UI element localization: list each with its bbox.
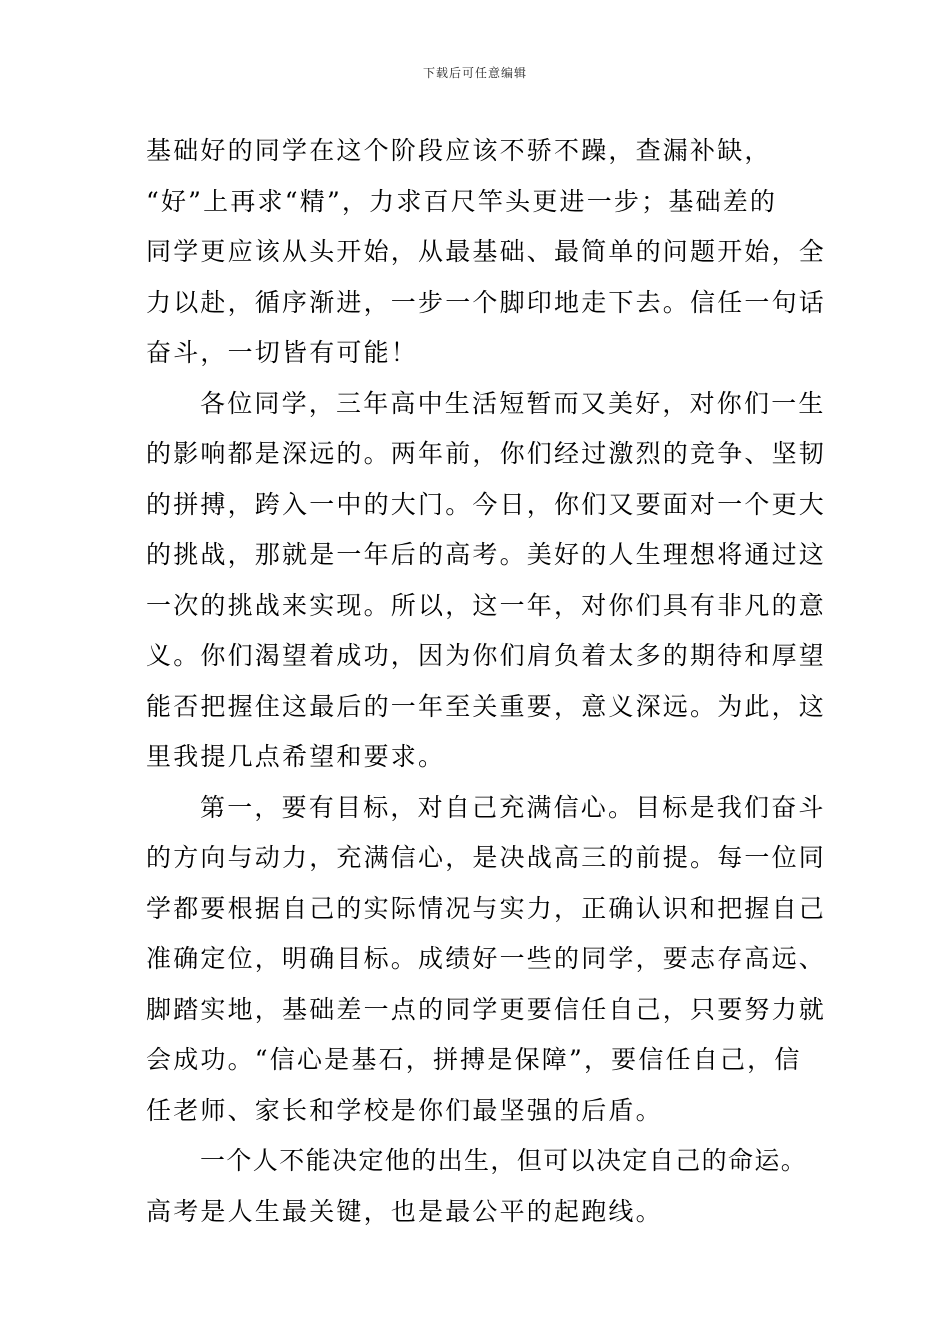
- text-line: 学都要根据自己的实际情况与实力，正确认识和把握自己: [146, 893, 827, 923]
- text-line: “好”上再求“精”，力求百尺竿头更进一步；基础差的: [146, 186, 778, 216]
- text-line: 的挑战，那就是一年后的高考。美好的人生理想将通过这: [146, 540, 827, 569]
- text-line: 任老师、家长和学校是你们最坚强的后盾。: [146, 1095, 663, 1125]
- text-line: 的方向与动力，充满信心，是决战高三的前提。每一位同: [146, 843, 827, 872]
- text-line: 的影响都是深远的。两年前，你们经过激烈的竞争、坚韧: [146, 439, 827, 468]
- text-line: 里我提几点希望和要求。: [146, 742, 446, 771]
- text-line: 高考是人生最关键，也是最公平的起跑线。: [146, 1196, 663, 1226]
- text-line: 力以赴，循序渐进，一步一个脚印地走下去。信任一句话: [146, 287, 827, 317]
- document-body: [146, 126, 827, 1237]
- text-line: 基础好的同学在这个阶段应该不骄不躁，查漏补缺，: [146, 136, 772, 165]
- text-line: 奋斗，一切皆有可能！: [146, 338, 419, 367]
- page-header: 下载后可任意编辑: [422, 66, 527, 80]
- text-line: 同学更应该从头开始，从最基础、最简单的问题开始，全: [146, 237, 827, 266]
- paragraph-first-line: 各位同学，三年高中生活短暂而又美好，对你们一生: [200, 388, 826, 418]
- text-line: 能否把握住这最后的一年至关重要，意义深远。为此，这: [146, 691, 827, 721]
- paragraph-first-line: 第一，要有目标，对自己充满信心。目标是我们奋斗: [200, 792, 826, 822]
- paragraph-first-line: 一个人不能决定他的出生，但可以决定自己的命运。: [200, 1146, 808, 1175]
- text-line: 义。你们渴望着成功，因为你们肩负着太多的期待和厚望: [146, 641, 827, 670]
- text-line: 会成功。“信心是基石，拼搏是保障”，要信任自己，信: [146, 1045, 802, 1074]
- text-line: 脚踏实地，基础差一点的同学更要信任自己，只要努力就: [146, 994, 827, 1024]
- text-line: 一次的挑战来实现。所以，这一年，对你们具有非凡的意: [146, 590, 827, 620]
- text-line: 的拼搏，跨入一中的大门。今日，你们又要面对一个更大: [146, 489, 827, 519]
- text-line: 准确定位，明确目标。成绩好一些的同学，要志存高远、: [146, 944, 827, 973]
